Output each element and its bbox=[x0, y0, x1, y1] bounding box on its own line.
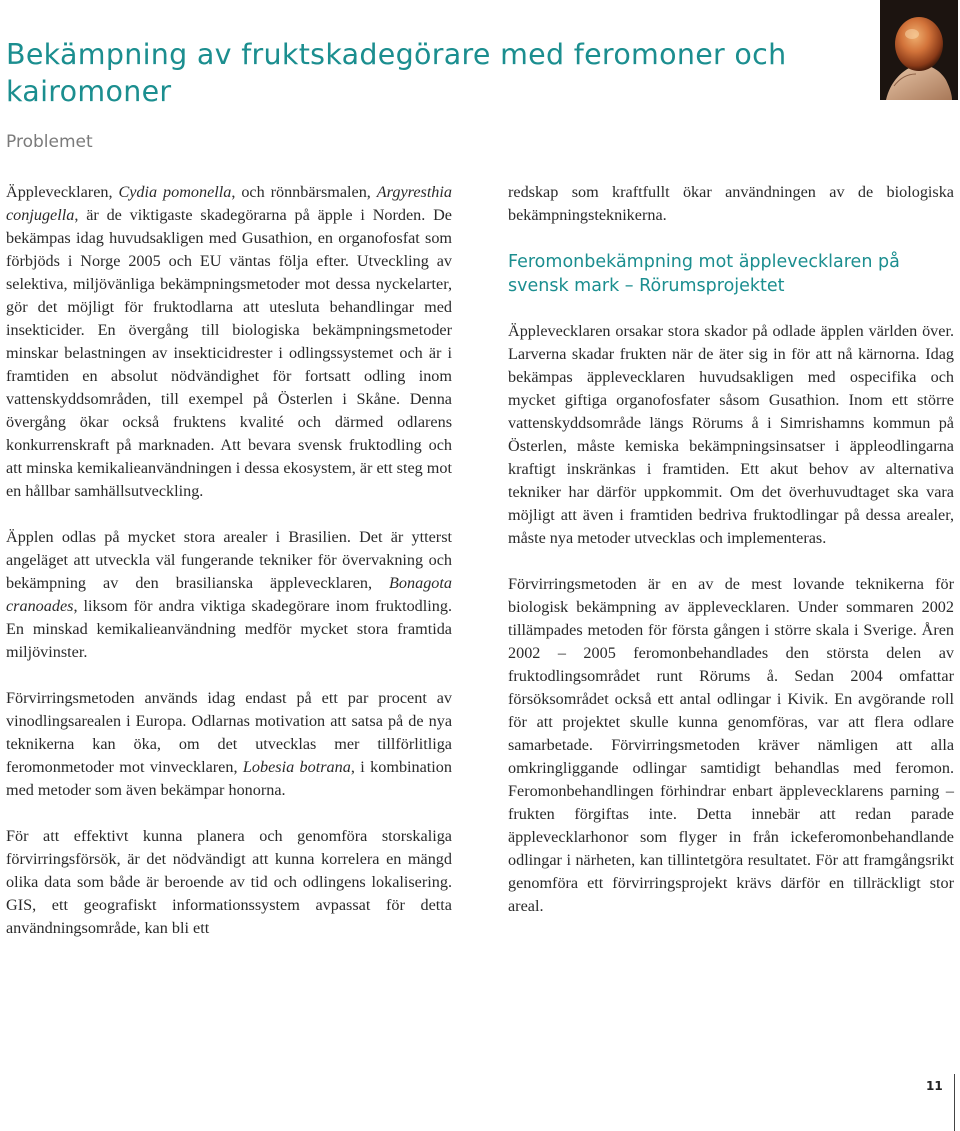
page-number-rule bbox=[954, 1074, 955, 1131]
italic-species-name: Lobesia botrana bbox=[242, 758, 351, 776]
italic-species-name: Argyresthia conjugella bbox=[6, 183, 452, 224]
right-paragraph-3 bbox=[508, 573, 954, 918]
section-heading-problemet: Problemet bbox=[6, 132, 93, 152]
italic-species-name: Cydia pomonella bbox=[118, 183, 232, 201]
text-run: Äpplevecklaren orsakar stora skador på odlade äpplen världen över. Larverna skadar frukten när de äter sig in för att nå kärnorna. Idag bekämpas äpplevecklaren huvudsakligen med ospecifika och mycket giftiga organofosfater såsom Gusathion. Inom ett större vattenskyddsområde längs Rörums å i Simrishamns kommun på Österlen, måste kemiska bekämpningsinsatser i äppleodlingarna kraftigt inskränkas i framtiden. Ett akut behov av alternativa tekniker har därför uppkommit. Om det överhuvudtaget ska vara möjligt att även i framtiden bedriva fruktodlingar på dessa arealer, måste nya metoder utvecklas och implementeras. bbox=[508, 322, 954, 547]
right-paragraph-1 bbox=[508, 181, 954, 227]
text-run: , och rönnbärsmalen, bbox=[231, 183, 377, 201]
right-paragraph-2 bbox=[508, 320, 954, 550]
left-paragraph-4 bbox=[6, 825, 452, 940]
text-run: , är de viktigaste skadegörarna på äpple i Norden. De bekämpas idag huvudsakligen med Gusathion, en organofosfat som förbjöds i Norge 2005 och EU väntas följa efter. Utveckling av selektiva, miljövänliga bekämpningsmetoder mot dessa nyckelarter, gör det möjligt för fruktodlarna att utesluta behandlingar med insekticider. En övergång till biologiska bekämpningsmetoder minskar belastningen av insekticidrester i odlingssystemet och är i framtiden en absolut nödvändighet för fortsatt odling inom vattenskyddsområden, till exempel på Österlen i Skåne. Denna övergång ökar också fruktens kvalité och därmed odlarens konkurrenskraft på marknaden. Att bevara svensk fruktodling och att minska kemikalieanvändningen i dessa ekosystem, är ett steg mot en hållbar samhällsutveckling. bbox=[6, 206, 452, 500]
left-paragraph-3 bbox=[6, 687, 452, 802]
text-run: , i kombination med metoder som även bekämpar honorna. bbox=[6, 758, 452, 799]
left-paragraph-1 bbox=[6, 181, 452, 503]
left-column bbox=[6, 181, 452, 940]
text-run: Äpplen odlas på mycket stora arealer i Brasilien. Det är ytterst angeläget att utveckla väl fungerande tekniker för övervakning och bekämpning av den brasilianska äpplevecklaren, bbox=[6, 528, 452, 592]
apple-in-hand-photo bbox=[880, 0, 958, 100]
text-run: Äpplevecklaren, bbox=[6, 183, 119, 201]
text-run: , liksom för andra viktiga skadegörare inom fruktodling. En minskad kemikalieanvändning medför mycket stora framtida miljövinster. bbox=[6, 597, 452, 661]
right-column bbox=[508, 181, 954, 918]
text-run: redskap som kraftfullt ökar användningen av de biologiska bekämpningsteknikerna. bbox=[508, 183, 954, 224]
text-run: Förvirringsmetoden är en av de mest lovande teknikerna för biologisk bekämpning av äpplevecklaren. Under sommaren 2002 tillämpades metoden för första gången i större skala i Sverige. Åren 2002 – 2005 feromonbehandlades den största delen av fruktodlingsområdet runt Rörums å. Sedan 2004 omfattar försöksområdet också ett antal odlingar i Kivik. En avgörande roll för att projektet skulle kunna genomföras, var att flera odlare samarbetade. Förvirringsmetoden kräver nämligen att alla omkringliggande odlingar samtidigt behandlas med feromon. Feromonbehandlingen förhindrar enbart äpplevecklarens parning – frukten förgiftas inte. Detta innebär att redan parade äpplevecklarhonor som flyger in från ickeferomonbehandlande odlingar i närheten, kan tillintetgöra resultatet. För att framgångsrikt genomföra ett förvirringsprojekt krävs därför en tillräckligt stor areal. bbox=[508, 575, 954, 915]
italic-species-name: Bonagota cranoades bbox=[6, 574, 452, 615]
left-paragraph-2 bbox=[6, 526, 452, 664]
text-run: För att effektivt kunna planera och genomföra storskaliga förvirringsförsök, är det nödvändigt att kunna korrelera en mängd olika data som både är beroende av tid och odlingens lokalisering. GIS, ett geografiskt informationssystem avpassat för detta användningsområde, kan bli ett bbox=[6, 827, 452, 937]
page-number: 11 bbox=[926, 1079, 943, 1093]
subheading-rorumsprojektet: Feromonbekämpning mot äpplevecklaren på svensk mark – Rörumsprojektet bbox=[508, 252, 900, 296]
page-title: Bekämpning av fruktskadegörare med feromoner och kairomoner bbox=[6, 38, 787, 108]
text-run: Förvirringsmetoden används idag endast på ett par procent av vinodlingsarealen i Europa. Odlarnas motivation att satsa på de nya teknikerna kan öka, om det utvecklas mer tillförlitliga feromonmetoder mot vinvecklaren, bbox=[6, 689, 452, 776]
